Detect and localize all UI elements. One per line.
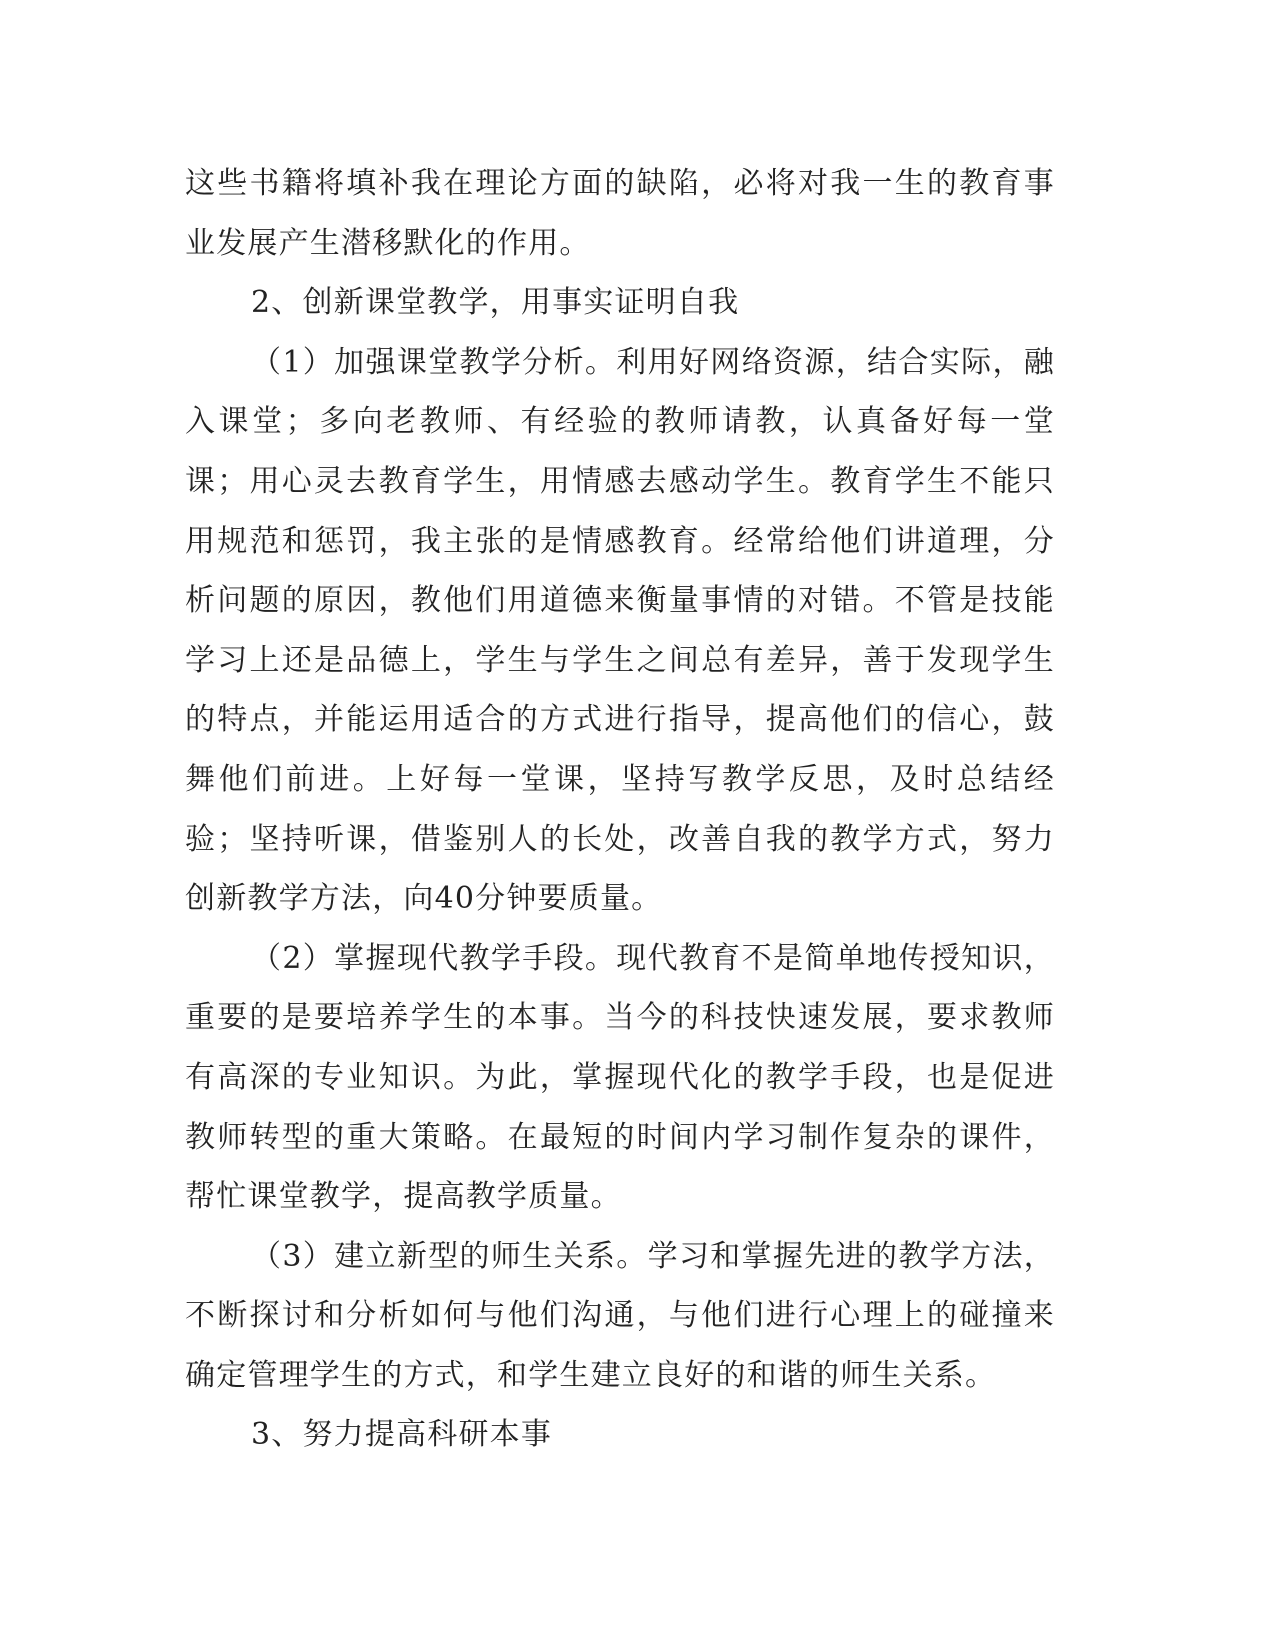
paragraph-teacher-student-relation: （3）建立新型的师生关系。学习和掌握先进的教学方法，不断探讨和分析如何与他们沟通，与他们进行心理上的碰撞来确定管理学生的方式，和学生建立良好的和谐的师生关系。: [185, 1238, 1055, 1393]
paragraph-classroom-analysis: （1）加强课堂教学分析。利用好网络资源，结合实际，融入课堂；多向老教师、有经验的教师请教，认真备好每一堂课；用心灵去教育学生，用情感去感动学生。教育学生不能只用规范和惩罚，我主张的是情感教育。经常给他们讲道理，分析问题的原因，教他们用道德来衡量事情的对错。不管是技能学习上还是品德上，学生与学生之间总有差异，善于发现学生的特点，并能运用适合的方式进行指导，提高他们的信心，鼓舞他们前进。上好每一堂课，坚持写教学反思，及时总结经验；坚持听课，借鉴别人的长处，改善自我的教学方式，努力创新教学方法，向40分钟要质量。: [185, 344, 1055, 917]
section-heading-2: 2、创新课堂教学，用事实证明自我: [251, 285, 740, 321]
paragraph-continuation: 这些书籍将填补我在理论方面的缺陷，必将对我一生的教育事业发展产生潜移默化的作用。: [185, 166, 1055, 261]
section-heading-3: 3、努力提高科研本事: [251, 1417, 553, 1453]
paragraph-modern-teaching: （2）掌握现代教学手段。现代教育不是简单地传授知识，重要的是要培养学生的本事。当今的科技快速发展，要求教师有高深的专业知识。为此，掌握现代化的教学手段，也是促进教师转型的重大策略。在最短的时间内学习制作复杂的课件，帮忙课堂教学，提高教学质量。: [185, 940, 1055, 1215]
document-body: [185, 154, 1055, 1465]
